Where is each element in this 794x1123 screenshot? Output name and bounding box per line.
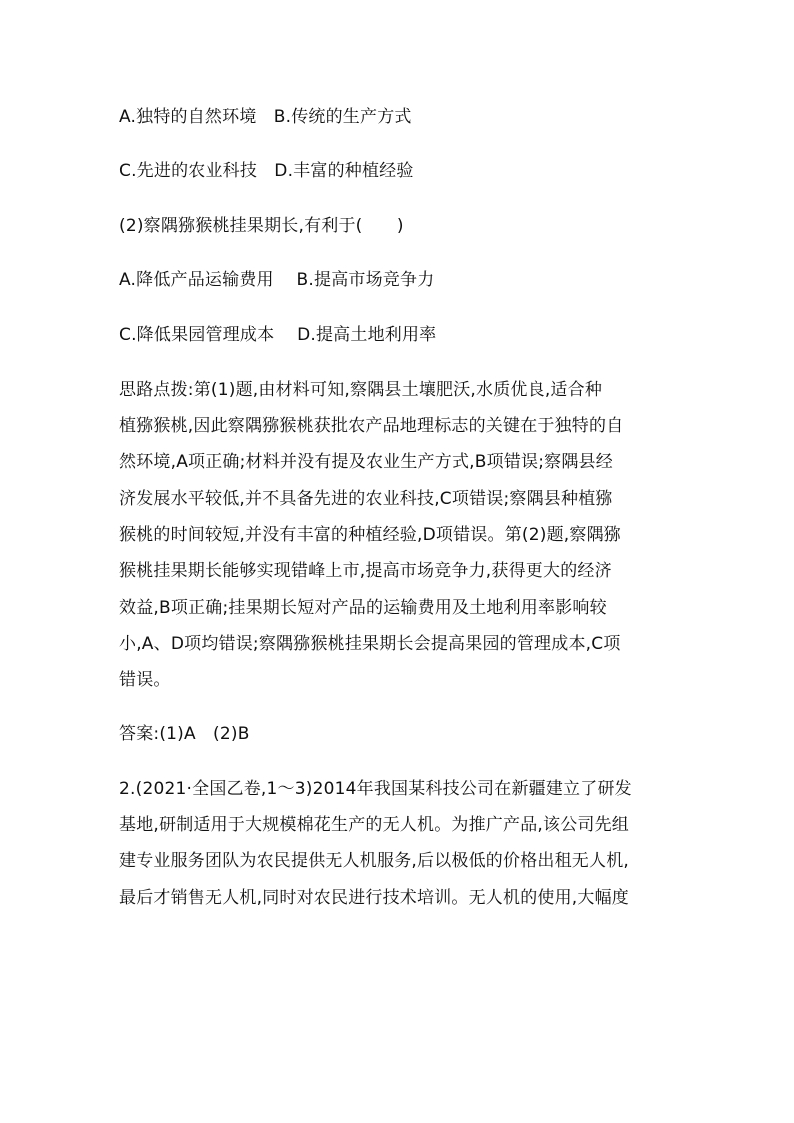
q1-options-row-1: A.独特的自然环境 B.传统的生产方式: [119, 107, 412, 127]
analysis-line-4: 济发展水平较低,并不具备先进的农业科技,C项错误;察隅县种植猕: [119, 489, 613, 509]
q2-intro-line-4: 最后才销售无人机,同时对农民进行技术培训。无人机的使用,大幅度: [119, 888, 630, 908]
analysis-line-5: 猴桃的时间较短,并没有丰富的种植经验,D项错误。第(2)题,察隅猕: [119, 525, 621, 545]
analysis-line-3: 然环境,A项正确;材料并没有提及农业生产方式,B项错误;察隅县经: [119, 452, 613, 472]
analysis-line-9: 错误。: [119, 670, 171, 690]
analysis-line-2: 植猕猴桃,因此察隅猕猴桃获批农产品地理标志的关键在于独特的自: [119, 416, 624, 436]
q2-options-row-1: A.降低产品运输费用 B.提高市场竞争力: [119, 270, 435, 290]
analysis-line-7: 效益,B项正确;挂果期长短对产品的运输费用及土地利用率影响较: [119, 598, 607, 618]
answer-line: 答案:(1)A (2)B: [119, 724, 250, 744]
q2-options-row-2: C.降低果园管理成本 D.提高土地利用率: [119, 325, 437, 345]
q2-intro-line-3: 建专业服务团队为农民提供无人机服务,后以极低的价格出租无人机,: [119, 851, 630, 871]
q1-options-row-2: C.先进的农业科技 D.丰富的种植经验: [119, 161, 414, 181]
analysis-line-8: 小,A、D项均错误;察隅猕猴桃挂果期长会提高果园的管理成本,C项: [119, 634, 621, 654]
analysis-line-6: 猴桃挂果期长能够实现错峰上市,提高市场竞争力,获得更大的经济: [119, 561, 612, 581]
analysis-line-1: 思路点拨:第(1)题,由材料可知,察隅县土壤肥沃,水质优良,适合种: [119, 380, 603, 400]
q2-stem: (2)察隅猕猴桃挂果期长,有利于( ): [119, 216, 404, 236]
q2-intro-line-2: 基地,研制适用于大规模棉花生产的无人机。为推广产品,该公司先组: [119, 815, 630, 835]
q2-intro-line-1: 2.(2021·全国乙卷,1～3)2014年我国某科技公司在新疆建立了研发: [119, 779, 632, 799]
